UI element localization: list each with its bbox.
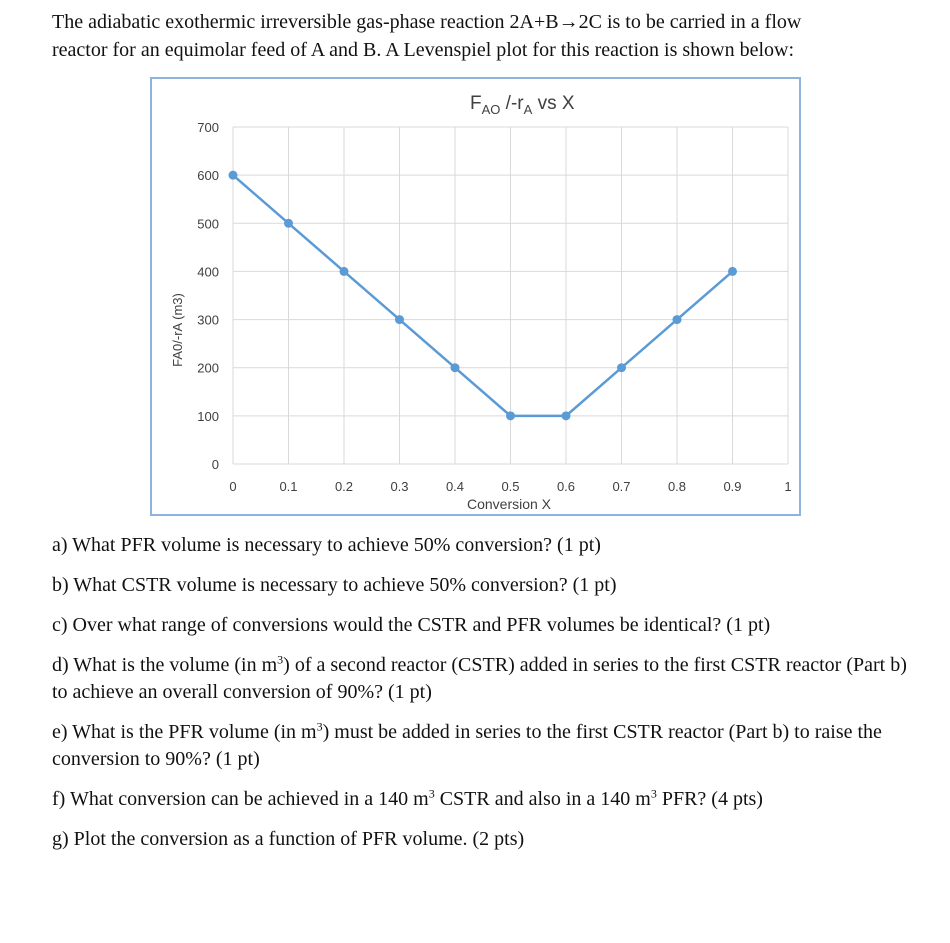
data-point	[728, 267, 737, 276]
x-tick-label: 1	[784, 479, 792, 494]
x-tick-label: 0.8	[667, 479, 687, 494]
problem-intro	[52, 8, 912, 64]
question-a: a) What PFR volume is necessary to achieve 50% conversion? (1 pt)	[52, 534, 601, 556]
chart-title: $F_{AO}$ $/-r_A$ vs X	[470, 93, 575, 117]
question-list	[52, 532, 912, 866]
intro-line-2: reactor for an equimolar feed of A and B. A Levenspiel plot for this reaction is shown below:	[52, 39, 795, 61]
x-axis-label: Conversion X	[466, 496, 552, 512]
data-point	[506, 411, 515, 420]
data-point	[451, 363, 460, 372]
data-point	[562, 411, 571, 420]
y-tick-label: 500	[197, 216, 219, 232]
y-tick-label: 400	[197, 264, 219, 280]
y-tick-label: 200	[197, 360, 219, 376]
x-tick-label: 0.9	[723, 479, 742, 494]
data-point	[340, 267, 349, 276]
intro-line-1: The adiabatic exothermic irreversible gas-phase reaction 2A+B→2C is to be carried in a flow	[52, 11, 802, 33]
x-tick-label: 0.6	[556, 479, 576, 494]
x-tick-label: 0	[229, 479, 237, 494]
x-tick-label: 0.4	[445, 479, 465, 494]
x-tick-label: 0.1	[279, 479, 298, 494]
y-tick-label: 300	[197, 312, 219, 328]
question-d: d) What is the volume (in $m^3$) of a second reactor (CSTR) added in series to the first CSTR reactor (Part b) to achieve an overall conversion of 90%? (1 pt)	[52, 652, 907, 703]
question-e: e) What is the PFR volume (in $m^3$) must be added in series to the first CSTR reactor (Part b) to raise the conversion to 90%? (1 pt)	[52, 719, 882, 770]
y-tick-label: 700	[197, 120, 219, 135]
y-tick-label: 600	[197, 168, 219, 184]
x-tick-label: 0.3	[390, 479, 409, 494]
y-tick-label: 0	[211, 457, 219, 472]
data-point	[673, 315, 682, 324]
question-b: b) What CSTR volume is necessary to achieve 50% conversion? (1 pt)	[52, 574, 617, 596]
question-f: f) What conversion can be achieved in a 140 $m^3$ CSTR and also in a 140 $m^3$ PFR? (4 pts)	[52, 786, 763, 810]
data-point	[284, 219, 293, 228]
chart-svg	[152, 79, 799, 514]
x-tick-label: 0.7	[612, 479, 631, 494]
question-g: g) Plot the conversion as a function of PFR volume. (2 pts)	[52, 828, 525, 850]
data-point	[229, 171, 238, 180]
question-c: c) Over what range of conversions would the CSTR and PFR volumes be identical? (1 pt)	[52, 614, 771, 636]
levenspiel-chart	[150, 77, 801, 516]
x-tick-label: 0.5	[501, 479, 520, 494]
x-tick-label: 0.2	[334, 479, 354, 494]
y-tick-label: 100	[197, 408, 219, 424]
data-point	[617, 363, 626, 372]
y-axis-label: FA0/-rA (m3)	[170, 293, 185, 367]
series-line	[233, 175, 733, 416]
data-point	[395, 315, 404, 324]
